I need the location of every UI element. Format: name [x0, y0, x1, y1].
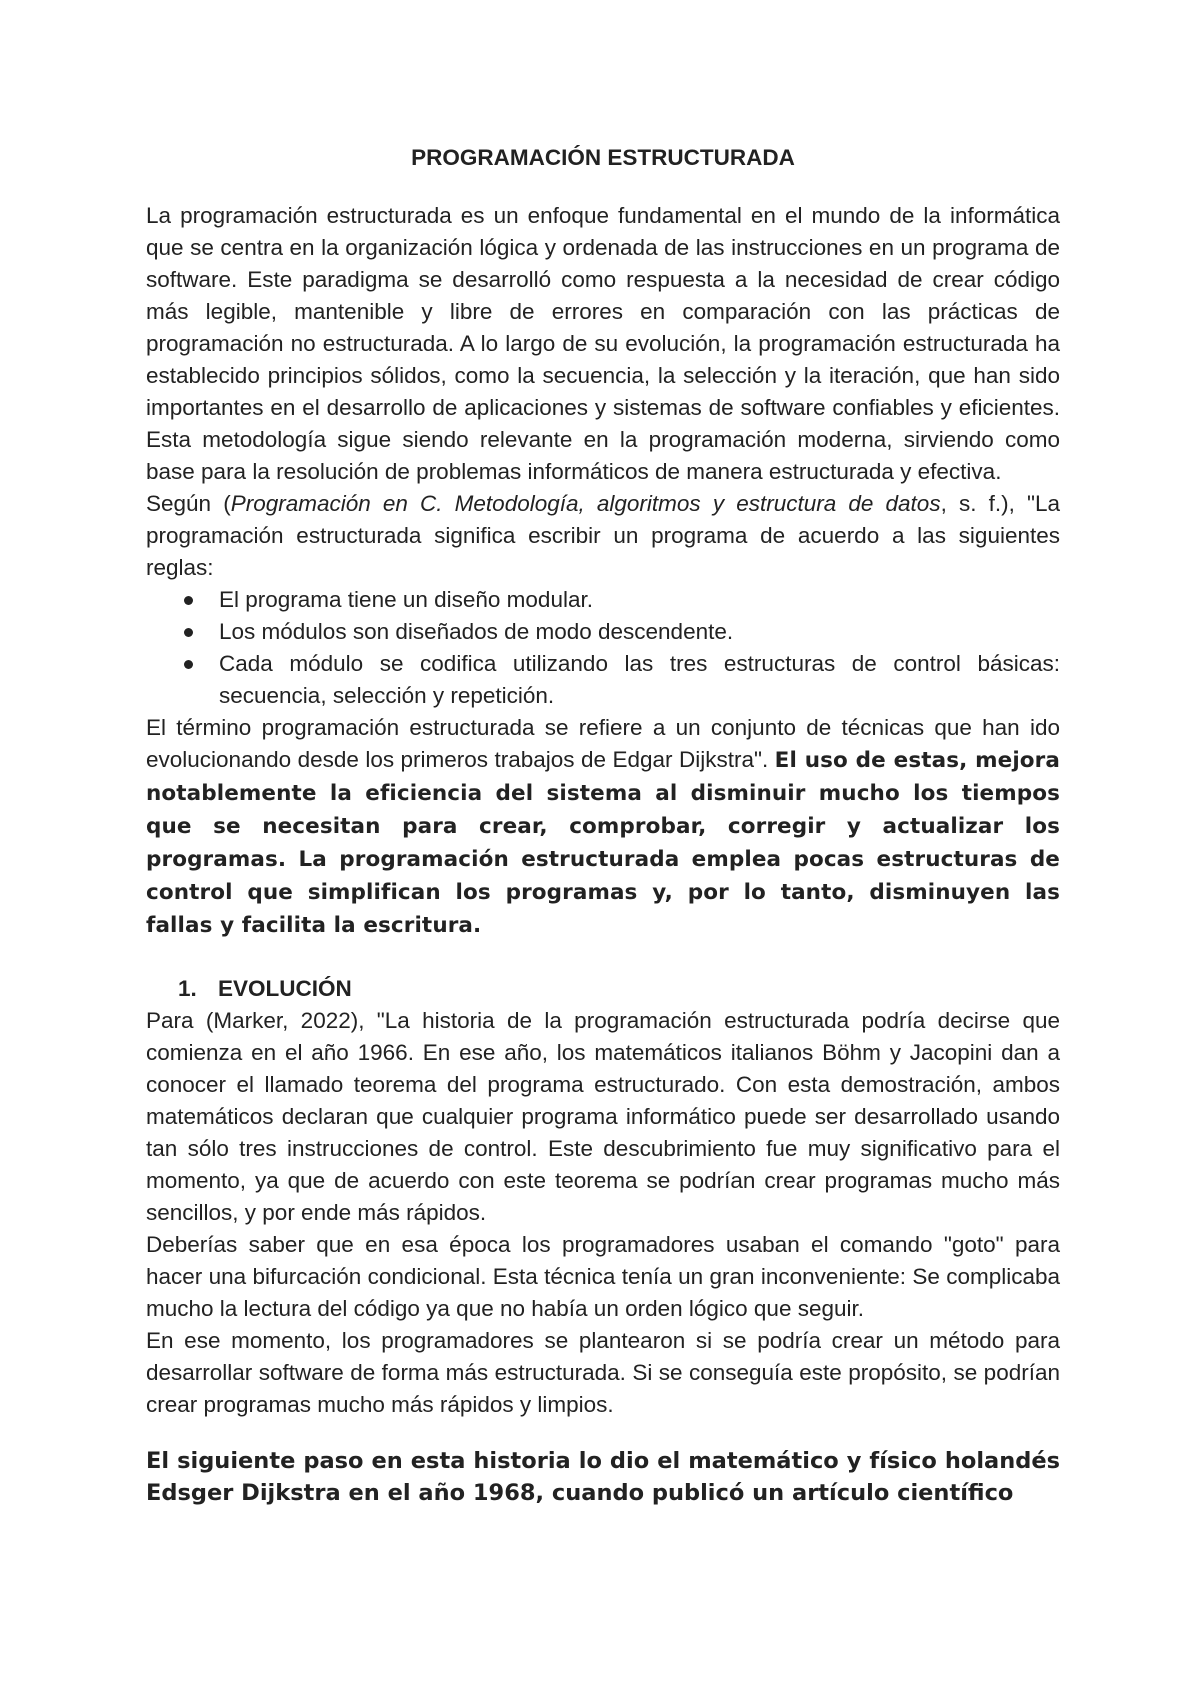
term-bold-text: El uso de estas, mejora notablemente la eficiencia del sistema al disminuir mucho los tiempos que se necesitan para crear, comprobar, corregir y actualizar los programas. La programación estructurada emplea pocas estructuras de control que simplifican los programas y, por lo tanto, disminuyen las fallas y facilita la escritura.: [146, 748, 1060, 938]
intro-paragraph: La programación estructurada es un enfoque fundamental en el mundo de la informática que se centra en la organización lógica y ordenada de las instrucciones en un programa de software. Este paradigma se desarrolló como respuesta a la necesidad de crear código más legible, mantenible y libre de errores en comparación con las prácticas de programación no estructurada. A lo largo de su evolución, la programación estructurada ha establecido principios sólidos, como la secuencia, la selección y la iteración, que han sido importantes en el desarrollo de aplicaciones y sistemas de software confiables y eficientes. Esta metodología sigue siendo relevante en la programación moderna, sirviendo como base para la resolución de problemas informáticos de manera estructurada y efectiva.: [146, 203, 1060, 484]
document-title: PROGRAMACIÓN ESTRUCTURADA: [411, 145, 795, 170]
evolucion-paragraph-1: Para (Marker, 2022), "La historia de la programación estructurada podría decirse que comienza en el año 1966. En ese año, los matemáticos italianos Böhm y Jacopini dan a conocer el llamado teorema del programa estructurado. Con esta demostración, ambos matemáticos declaran que cualquier programa informático puede ser desarrollado usando tan sólo tres instrucciones de control. Este descubrimiento fue muy significativo para el momento, ya que de acuerdo con este teorema se podrían crear programas mucho más sencillos, y por ende más rápidos.: [146, 1008, 1060, 1225]
bullet-icon: [184, 628, 193, 637]
citation-source: Programación en C. Metodología, algoritmos y estructura de datos: [230, 491, 941, 516]
bullet-icon: [184, 660, 193, 669]
list-item: [219, 584, 1060, 616]
rule-text: Los módulos son diseñados de modo descendente.: [219, 619, 734, 644]
rules-list: [146, 584, 1060, 712]
paragraph-gap: [146, 1421, 1060, 1445]
bullet-icon: [184, 596, 193, 605]
section-heading-evolucion: [146, 973, 1060, 1005]
document-page: [146, 138, 1060, 1509]
evolucion-paragraph-4: El siguiente paso en esta historia lo dio el matemático y físico holandés Edsger Dijkstra en el año 1968, cuando publicó un artículo científico: [146, 1448, 1060, 1506]
rule-text: Cada módulo se codifica utilizando las tres estructuras de control básicas: secuencia, selección y repetición.: [219, 651, 1060, 708]
evolucion-paragraph-2: Deberías saber que en esa época los programadores usaban el comando "goto" para hacer una bifurcación condicional. Esta técnica tenía un gran inconveniente: Se complicaba mucho la lectura del código ya que no había un orden lógico que seguir.: [146, 1232, 1060, 1321]
citation-paragraph: [146, 488, 1060, 584]
rule-text: El programa tiene un diseño modular.: [219, 587, 593, 612]
list-item: [219, 616, 1060, 648]
term-paragraph: [146, 712, 1060, 942]
citation-prefix: Según (: [146, 491, 231, 516]
citation-suffix: , s. f.), "La programación estructurada significa escribir un programa de acuerdo a las siguientes reglas:: [146, 491, 1060, 580]
section-number: 1.: [178, 976, 197, 1001]
evolucion-paragraph-3: En ese momento, los programadores se plantearon si se podría crear un método para desarrollar software de forma más estructurada. Si se conseguía este propósito, se podrían crear programas mucho más rápidos y limpios.: [146, 1328, 1060, 1417]
term-regular-text: El término programación estructurada se refiere a un conjunto de técnicas que han ido evolucionando desde los primeros trabajos de Edgar Dijkstra".: [146, 715, 1060, 772]
section-title: EVOLUCIÓN: [218, 976, 352, 1001]
list-item: [219, 648, 1060, 712]
